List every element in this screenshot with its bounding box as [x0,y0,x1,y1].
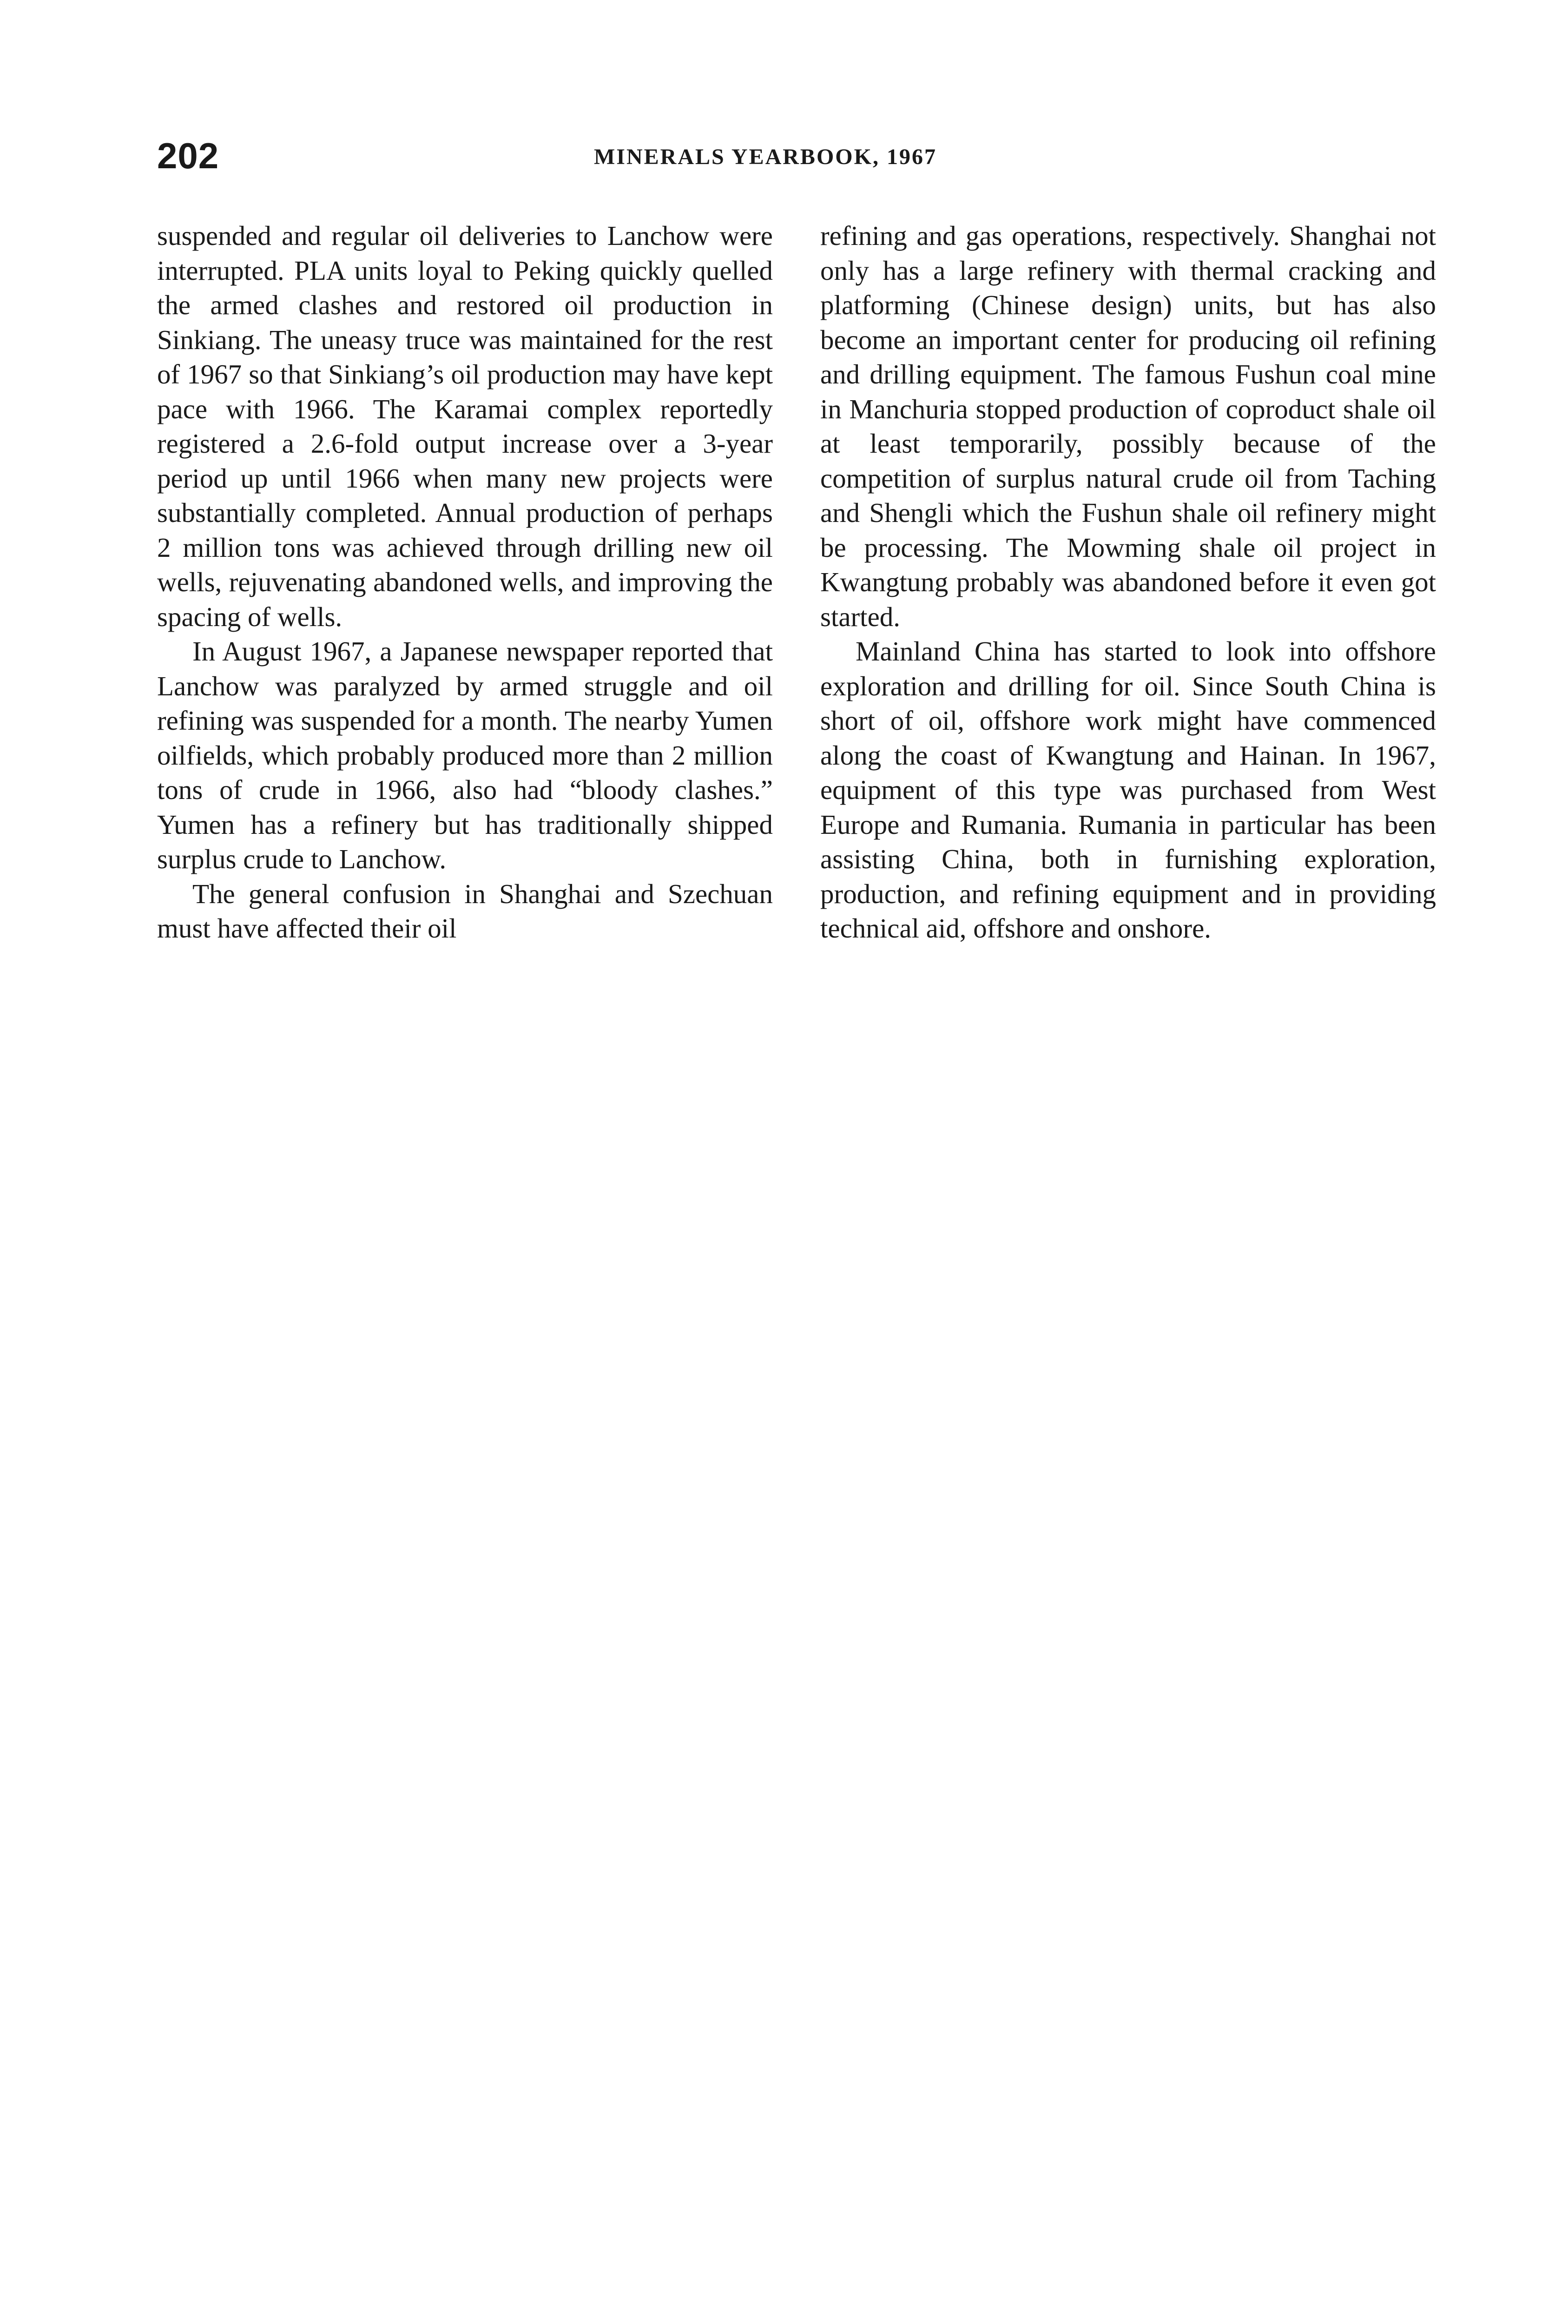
page-number: 202 [157,135,219,176]
right-paragraph-1: refining and gas operations, respectively. Shanghai not only has a large refinery with thermal cracking and platforming (Chinese design) units, but has also become an important center for producing oil refining and drilling equipment. The famous Fushun coal mine in Manchuria stopped production of coproduct shale oil at least temporarily, possibly because of the competition of surplus natural crude oil from Taching and Shengli which the Fushun shale oil refinery might be processing. The Mowming shale oil project in Kwangtung probably was abandoned before it even got started. [820,220,1436,632]
left-column [157,218,773,946]
right-paragraph-2: Mainland China has started to look into offshore exploration and drilling for oil. Since South China is short of oil, offshore work might have commenced along the coast of Kwangtung and Hainan. In 1967, equipment of this type was purchased from West Europe and Rumania. Rumania in particular has been assisting China, both in furnishing exploration, production, and refining equipment and in providing technical aid, offshore and onshore. [820,636,1436,944]
page-header [157,132,1437,184]
right-column [820,218,1436,946]
left-paragraph-2: In August 1967, a Japanese newspaper reported that Lanchow was paralyzed by armed struggle and oil refining was suspended for a month. The nearby Yumen oilfields, which probably produced more than 2 million tons of crude in 1966, also had “bloody clashes.” Yumen has a refinery but has traditionally shipped surplus crude to Lanchow. [157,636,773,874]
left-paragraph-1: suspended and regular oil deliveries to Lanchow were interrupted. PLA units loyal to Peking quickly quelled the armed clashes and restored oil production in Sinkiang. The uneasy truce was maintained for the rest of 1967 so that Sinkiang’s oil production may have kept pace with 1966. The Karamai complex reportedly registered a 2.6-fold output increase over a 3-year period up until 1966 when many new projects were substantially completed. Annual production of perhaps 2 million tons was achieved through drilling new oil wells, rejuvenating abandoned wells, and improving the spacing of wells. [157,220,773,632]
running-title: MINERALS YEARBOOK, 1967 [594,145,937,169]
left-paragraph-3: The general confusion in Shanghai and Szechuan must have affected their oil [157,878,773,944]
